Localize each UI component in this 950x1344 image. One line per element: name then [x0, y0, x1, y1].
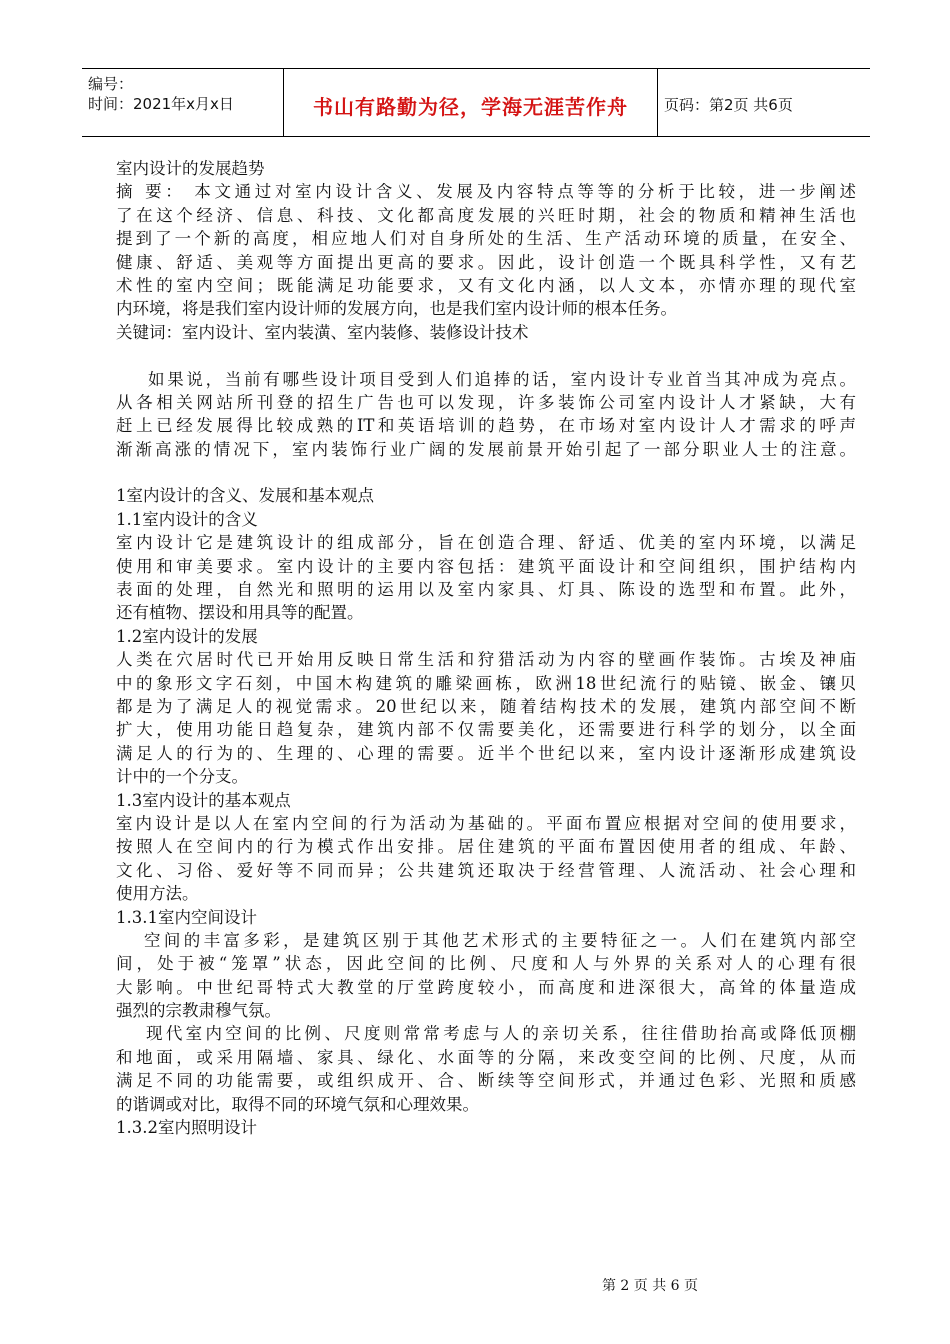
paragraph-line: 和地面，或采用隔墙、家具、绿化、水面等的分隔，来改变空间的比例、尺度，从而: [116, 1047, 856, 1067]
paragraph-line: 空间的丰富多彩，是建筑区别于其他艺术形式的主要特征之一。人们在建筑内部空: [144, 930, 856, 950]
paragraph-line: 间，处于被“笼罩”状态，因此空间的比例、尺度和人与外界的关系对人的心理有很: [116, 954, 856, 974]
section-1-2-heading: 1.2室内设计的发展: [116, 626, 258, 646]
paragraph-line: 计中的一个分支。: [116, 767, 248, 787]
section-1-3-1-paragraph-2: [116, 1022, 856, 1116]
paragraph-line: 还有植物、摆设和用具等的配置。: [116, 603, 364, 623]
paragraph-line: 都是为了满足人的视觉需求。20世纪以来，随着结构技术的发展，建筑内部空间不断: [116, 696, 856, 716]
section-1-heading: 1室内设计的含义、发展和基本观点: [116, 486, 374, 506]
intro-line: 赶上已经发展得比较成熟的IT和英语培训的趋势，在市场对室内设计人才需求的呼声: [116, 416, 856, 436]
paragraph-line: 强烈的宗教肃穆气氛。: [116, 1001, 281, 1021]
keywords: 关键词：室内设计、室内装潢、室内装修、装修设计技术: [116, 322, 529, 342]
section-1-1-paragraph: [116, 531, 856, 625]
section-1-3-1-paragraph-1: [116, 929, 856, 1023]
abstract-line: 内环境，将是我们室内设计师的发展方向，也是我们室内设计师的根本任务。: [116, 299, 677, 319]
spacer: [116, 461, 856, 484]
abstract-line: 了在这个经济、信息、科技、文化都高度发展的兴旺时期，社会的物质和精神生活也: [116, 205, 856, 225]
header-motto-cell: [284, 69, 658, 136]
paragraph-line: 室内设计它是建筑设计的组成部分，旨在创造合理、舒适、优美的室内环境，以满足: [116, 533, 856, 553]
paragraph-line: 大影响。中世纪哥特式大教堂的厅堂跨度较小，而高度和进深很大，高耸的体量造成: [116, 977, 856, 997]
paragraph-line: 中的象形文字石刻，中国木构建筑的雕梁画栋，欧洲18世纪流行的贴镜、嵌金、镶贝: [116, 673, 856, 693]
section-1-3-1-heading: 1.3.1室内空间设计: [116, 907, 257, 927]
paragraph-line: 人类在穴居时代已开始用反映日常生活和狩猎活动为内容的壁画作装饰。古埃及神庙: [116, 650, 856, 670]
section-1-3-paragraph: [116, 812, 856, 906]
document-number-label: 编号：: [88, 75, 134, 93]
intro-line: 如果说，当前有哪些设计项目受到人们追捧的话，室内设计专业首当其冲成为亮点。: [148, 369, 856, 389]
header-meta-cell: [82, 69, 284, 136]
abstract-line: 健康、舒适、美观等方面提出更高的要求。因此，设计创造一个既具科学性，又有艺: [116, 252, 856, 272]
intro-line: 渐渐高涨的情况下，室内装饰行业广阔的发展前景开始引起了一部分职业人士的注意。: [116, 439, 856, 459]
abstract: [116, 180, 856, 320]
spacer: [116, 344, 856, 367]
paragraph-line: 使用方法。: [116, 884, 199, 904]
paragraph-line: 满足不同的功能需要，或组织成开、合、断续等空间形式，并通过色彩、光照和质感: [116, 1071, 856, 1091]
section-1-1-heading: 1.1室内设计的含义: [116, 509, 258, 529]
header-page-number: 页码：第2页 共6页: [664, 96, 793, 114]
paragraph-line: 表面的处理，自然光和照明的运用以及室内家具、灯具、陈设的选型和布置。此外，: [116, 580, 856, 600]
paragraph-line: 按照人在空间内的行为模式作出安排。居住建筑的平面布置因使用者的组成、年龄、: [116, 837, 856, 857]
paragraph-line: 室内设计是以人在室内空间的行为活动为基础的。平面布置应根据对空间的使用要求，: [116, 813, 856, 833]
paragraph-line: 使用和审美要求。室内设计的主要内容包括：建筑平面设计和空间组织，围护结构内: [116, 556, 856, 576]
abstract-line: 提到了一个新的高度，相应地人们对自身所处的生活、生产活动环境的质量，在安全、: [116, 229, 856, 249]
page-footer: 第 2 页 共 6 页: [601, 1278, 699, 1294]
page-header: [82, 68, 870, 137]
section-1-3-heading: 1.3室内设计的基本观点: [116, 790, 291, 810]
paragraph-line: 文化、习俗、爱好等不同而异；公共建筑还取决于经营管理、人流活动、社会心理和: [116, 860, 856, 880]
abstract-line: 术性的室内空间；既能满足功能要求，又有文化内涵，以人文本，亦情亦理的现代室: [116, 275, 856, 295]
article-title: 室内设计的发展趋势: [116, 159, 265, 178]
paragraph-line: 满足人的行为的、生理的、心理的需要。近半个世纪以来，室内设计逐渐形成建筑设: [116, 743, 856, 763]
paragraph-line: 扩大，使用功能日趋复杂，建筑内部不仅需要美化，还需要进行科学的划分，以全面: [116, 720, 856, 740]
intro-line: 从各相关网站所刊登的招生广告也可以发现，许多装饰公司室内设计人才紧缺，大有: [116, 392, 856, 412]
abstract-line: 摘 要： 本文通过对室内设计含义、发展及内容特点等等的分析于比较，进一步阐述: [116, 182, 856, 202]
section-1-2-paragraph: [116, 648, 856, 788]
header-motto: 书山有路勤为径，学海无涯苦作舟: [313, 95, 628, 119]
paragraph-line: 现代室内空间的比例、尺度则常常考虑与人的亲切关系，往往借助抬高或降低顶棚: [146, 1024, 856, 1044]
intro-paragraph: [116, 368, 856, 462]
header-page-cell: [658, 69, 870, 136]
paragraph-line: 的谐调或对比，取得不同的环境气氛和心理效果。: [116, 1094, 479, 1114]
document-body: [116, 157, 856, 1139]
section-1-3-2-heading: 1.3.2室内照明设计: [116, 1118, 257, 1138]
document-date-label: 时间：2021年x月x日: [88, 95, 234, 113]
